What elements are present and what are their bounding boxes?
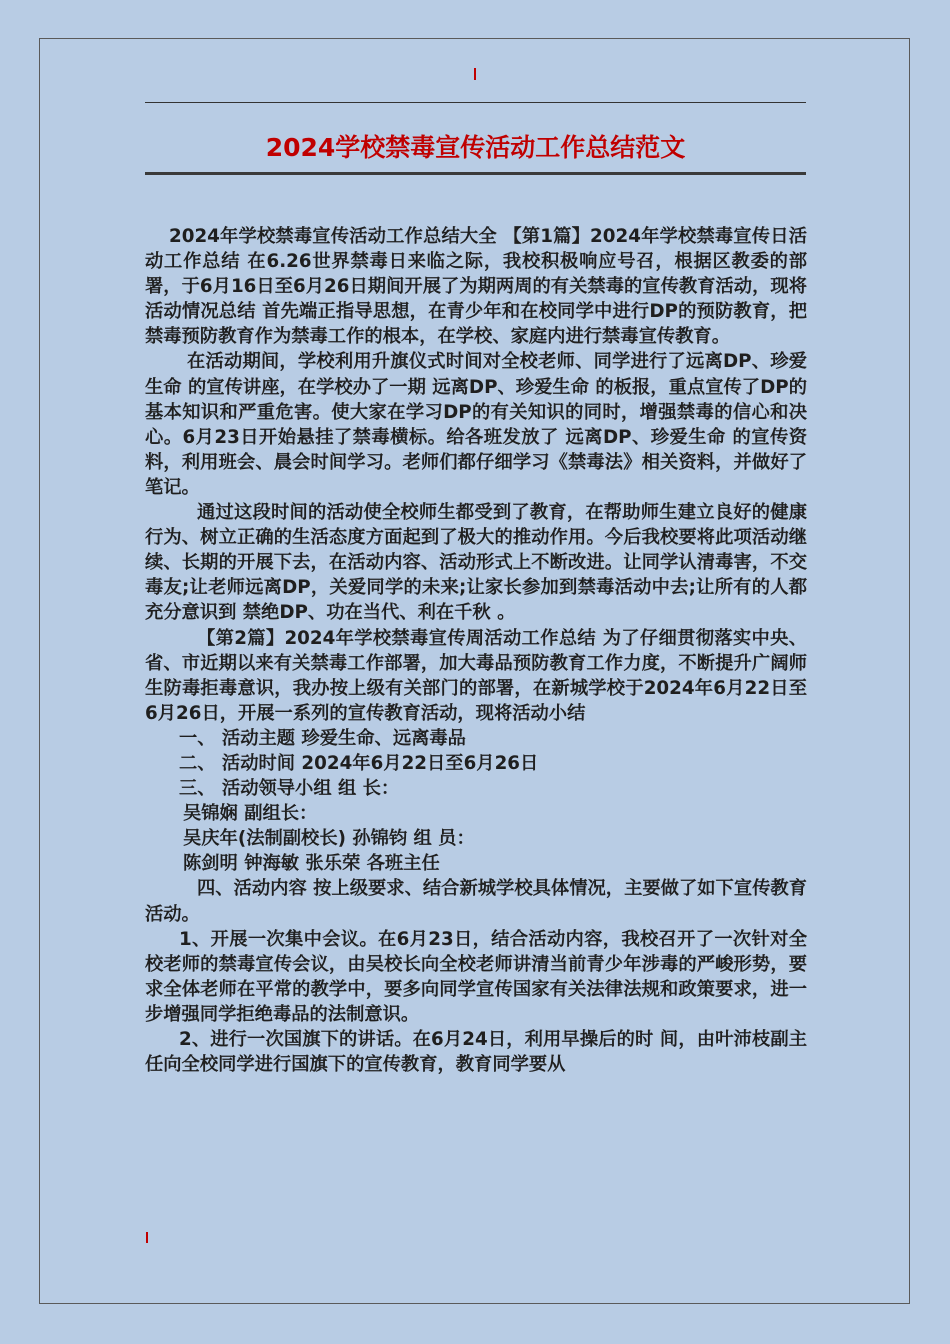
paragraph-content: 四、活动内容 按上级要求、结合新城学校具体情况，主要做了如下宣传教育活动。: [145, 878, 807, 925]
list-item-theme: 一、 活动主题 珍爱生命、远离毒品: [179, 727, 466, 749]
paragraph-2: 在活动期间，学校利用升旗仪式时间对全校老师、同学进行了远离DP、珍爱生命 的宣传讲座，在学校办了一期 远离DP、珍爱生命 的板报，重点宣传了DP的基本知识和严重危害。使大家在学习DP的有关知识的同时，增强禁毒的信心和决心。6月23日开始悬挂了禁毒横标。给各班发放了 远离DP、珍爱生命 的宣传资料，利用班会、晨会时间学习。老师们都仔细学习《禁毒法》相关资料，并做好了笔记。: [145, 351, 807, 498]
header-mark: [474, 68, 476, 80]
paragraph-1: 2024年学校禁毒宣传活动工作总结大全 【第1篇】2024年学校禁毒宣传日活动工作总结 在6.26世界禁毒日来临之际，我校积极响应号召，根据区教委的部署，于6月16日至6月26日期间开展了为期两周的有关禁毒的宣传教育活动，现将活动情况总结 首先端正指导思想，在青少年和在校同学中进行DP的预防教育，把禁毒预防教育作为禁毒工作的根本，在学校、家庭内进行禁毒宣传教育。: [145, 226, 807, 348]
document-title: 2024学校禁毒宣传活动工作总结范文: [265, 133, 686, 162]
document-body: [145, 224, 807, 1077]
paragraph-4: 【第2篇】2024年学校禁毒宣传周活动工作总结 为了仔细贯彻落实中央、省、市近期以来有关禁毒工作部署，加大毒品预防教育工作力度，不断提升广阔师生防毒拒毒意识，我办按上级有关部门的部署，在新城学校于2024年6月22日至6月26日，开展一系列的宣传教育活动，现将活动小结: [145, 627, 807, 724]
list-item-time: 二、 活动时间 2024年6月22日至6月26日: [179, 752, 539, 774]
footer-mark: [146, 1232, 148, 1243]
group-line-1: 吴锦娴 副组长：: [183, 803, 318, 825]
paragraph-3: 通过这段时间的活动使全校师生都受到了教育，在帮助师生建立良好的健康行为、树立正确的生活态度方面起到了极大的推动作用。今后我校要将此项活动继续、长期的开展下去，在活动内容、活动形式上不断改进。让同学认清毒害，不交毒友;让老师远离DP，关爱同学的未来;让家长参加到禁毒活动中去;让所有的人都充分意识到 禁绝DP、功在当代、利在千秋 。: [145, 502, 807, 624]
paragraph-speech: 2、进行一次国旗下的讲话。在6月24日，利用早操后的时 间，由叶沛枝副主任向全校同学进行国旗下的宣传教育，教育同学要从: [145, 1029, 807, 1076]
list-item-group: 三、 活动领导小组 组 长：: [179, 778, 400, 800]
header-rule: [145, 102, 806, 103]
title-rule: [145, 172, 806, 175]
group-line-2: 吴庆年(法制副校长) 孙锦钧 组 员：: [183, 828, 475, 850]
paragraph-meeting: 1、开展一次集中会议。在6月23日，结合活动内容，我校召开了一次针对全校老师的禁毒宣传会议，由吴校长向全校老师讲清当前青少年涉毒的严峻形势，要求全体老师在平常的教学中，要多向同学宣传国家有关法律法规和政策要求，进一步增强同学拒绝毒品的法制意识。: [145, 928, 807, 1025]
group-line-3: 陈剑明 钟海敏 张乐荣 各班主任: [183, 853, 440, 875]
